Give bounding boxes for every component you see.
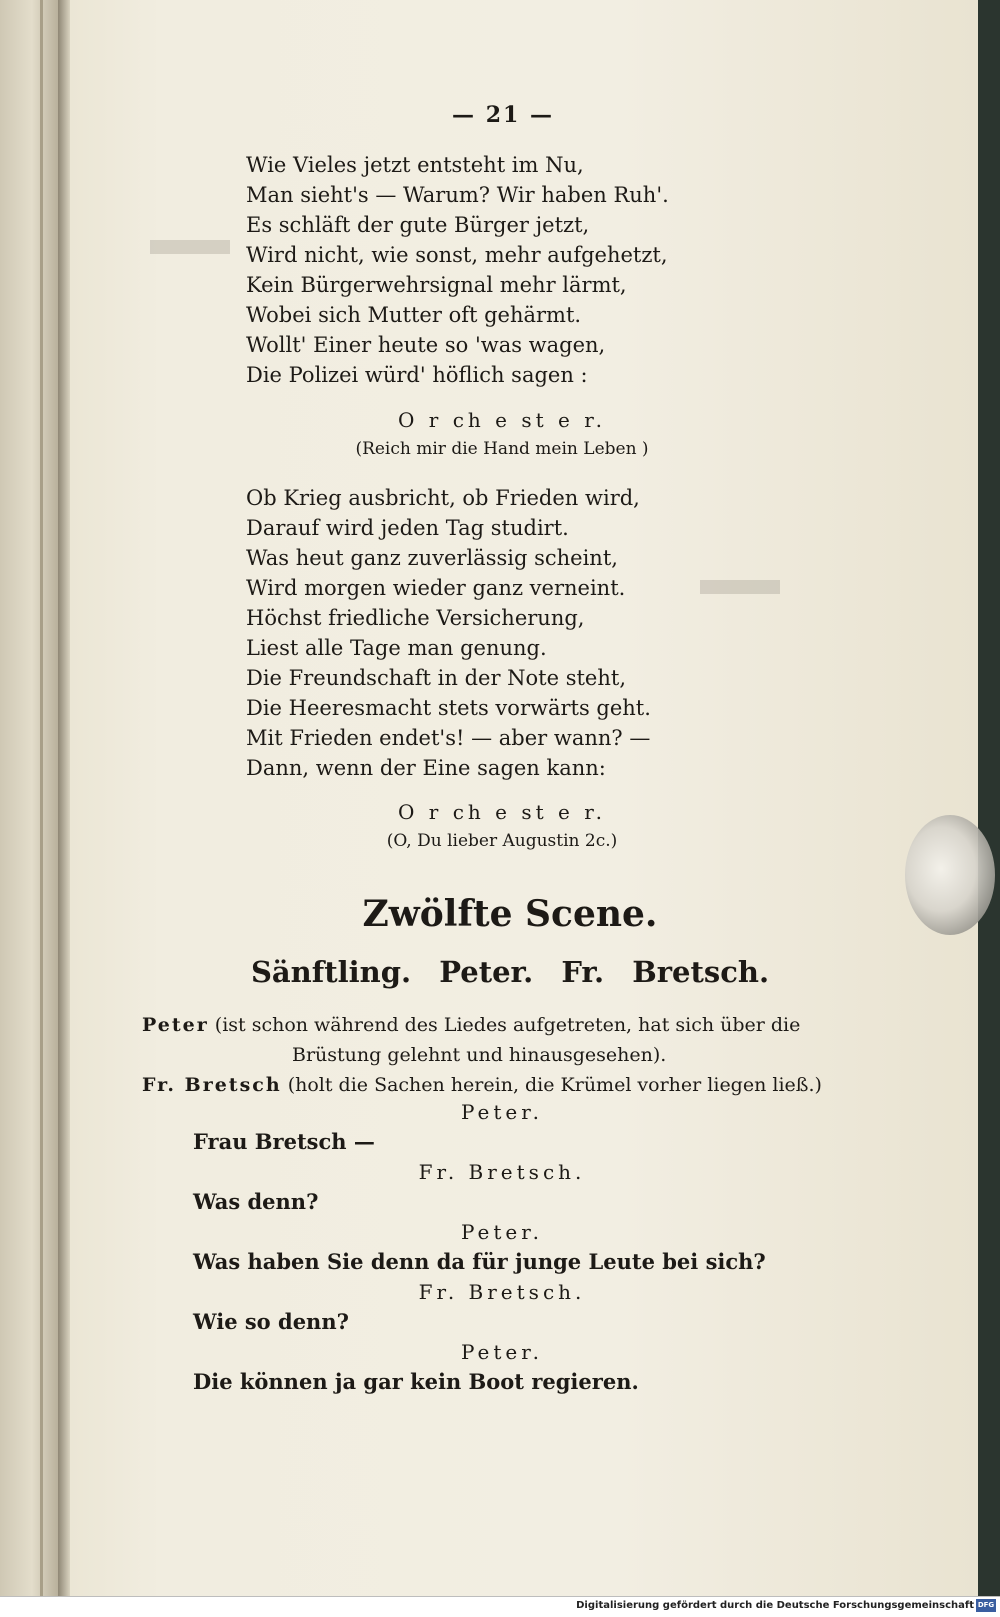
verse-line: Darauf wird jeden Tag studirt. xyxy=(246,516,569,540)
speaker-heading: Peter. xyxy=(461,1340,543,1364)
verse-line: Es schläft der gute Bürger jetzt, xyxy=(246,213,590,237)
verse-line: Die Polizei würd' höflich sagen : xyxy=(246,363,588,387)
verse-line: Wie Vieles jetzt entsteht im Nu, xyxy=(246,153,584,177)
verse-line: Kein Bürgerwehrsignal mehr lärmt, xyxy=(246,273,627,297)
thumb-holding-page xyxy=(905,815,995,935)
stage-direction-text: (ist schon während des Liedes aufgetreten, hat sich über die xyxy=(208,1014,801,1036)
verse-line: Mit Frieden endet's! — aber wann? — xyxy=(246,726,651,750)
verse-line: Wobei sich Mutter oft gehärmt. xyxy=(246,303,582,327)
speaker-name: Fr. Bretsch xyxy=(142,1074,282,1096)
page-right-background xyxy=(978,0,1000,1596)
character-list: Sänftling. Peter. Fr. Bretsch. xyxy=(250,955,770,989)
speaker-heading: Peter. xyxy=(461,1220,543,1244)
dfg-logo: DFG xyxy=(976,1599,996,1612)
left-page-edge xyxy=(0,0,58,1596)
orchestra-note: (Reich mir die Hand mein Leben ) xyxy=(355,439,649,459)
page-number: — 21 — xyxy=(452,102,554,128)
verse-line: Die Heeresmacht stets vorwärts geht. xyxy=(246,696,651,720)
funding-credit: Digitalisierung gefördert durch die Deutsche Forschungsgemeinschaft xyxy=(576,1600,974,1611)
speaker-heading: Fr. Bretsch. xyxy=(418,1160,586,1184)
bleed-through-shadow xyxy=(150,240,230,254)
verse-line: Dann, wenn der Eine sagen kann: xyxy=(246,756,606,780)
left-page-fold xyxy=(40,0,43,1596)
dialogue-line: Was haben Sie denn da für junge Leute bei sich? xyxy=(193,1249,766,1274)
verse-line: Wird morgen wieder ganz verneint. xyxy=(246,576,626,600)
verse-line: Wollt' Einer heute so 'was wagen, xyxy=(246,333,606,357)
stage-direction-continued: Brüstung gelehnt und hinausgesehen). xyxy=(292,1044,667,1066)
stage-direction xyxy=(142,1070,822,1100)
dialogue-line: Die können ja gar kein Boot regieren. xyxy=(193,1369,639,1394)
scene-title: Zwölfte Scene. xyxy=(362,893,658,935)
orchestra-label: O r ch e st e r. xyxy=(398,800,606,824)
dialogue-line: Wie so denn? xyxy=(193,1309,349,1334)
dialogue-line: Was denn? xyxy=(193,1189,319,1214)
verse-line: Wird nicht, wie sonst, mehr aufgehetzt, xyxy=(246,243,668,267)
verse-line: Höchst friedliche Versicherung, xyxy=(246,606,585,630)
orchestra-label: O r ch e st e r. xyxy=(398,408,606,432)
bleed-through-shadow xyxy=(700,580,780,594)
verse-line: Man sieht's — Warum? Wir haben Ruh'. xyxy=(246,183,669,207)
stage-direction-text: (holt die Sachen herein, die Krümel vorher liegen ließ.) xyxy=(281,1074,822,1096)
stage-direction xyxy=(142,1010,800,1040)
orchestra-note: (O, Du lieber Augustin 2c.) xyxy=(386,831,618,851)
verse-line: Die Freundschaft in der Note steht, xyxy=(246,666,626,690)
dialogue-line: Frau Bretsch — xyxy=(193,1129,375,1154)
speaker-heading: Fr. Bretsch. xyxy=(418,1280,586,1304)
speaker-name: Peter xyxy=(142,1014,209,1036)
book-gutter xyxy=(58,0,70,1596)
verse-line: Liest alle Tage man genung. xyxy=(246,636,547,660)
speaker-heading: Peter. xyxy=(461,1100,543,1124)
verse-line: Ob Krieg ausbricht, ob Frieden wird, xyxy=(246,486,640,510)
verse-line: Was heut ganz zuverlässig scheint, xyxy=(246,546,618,570)
